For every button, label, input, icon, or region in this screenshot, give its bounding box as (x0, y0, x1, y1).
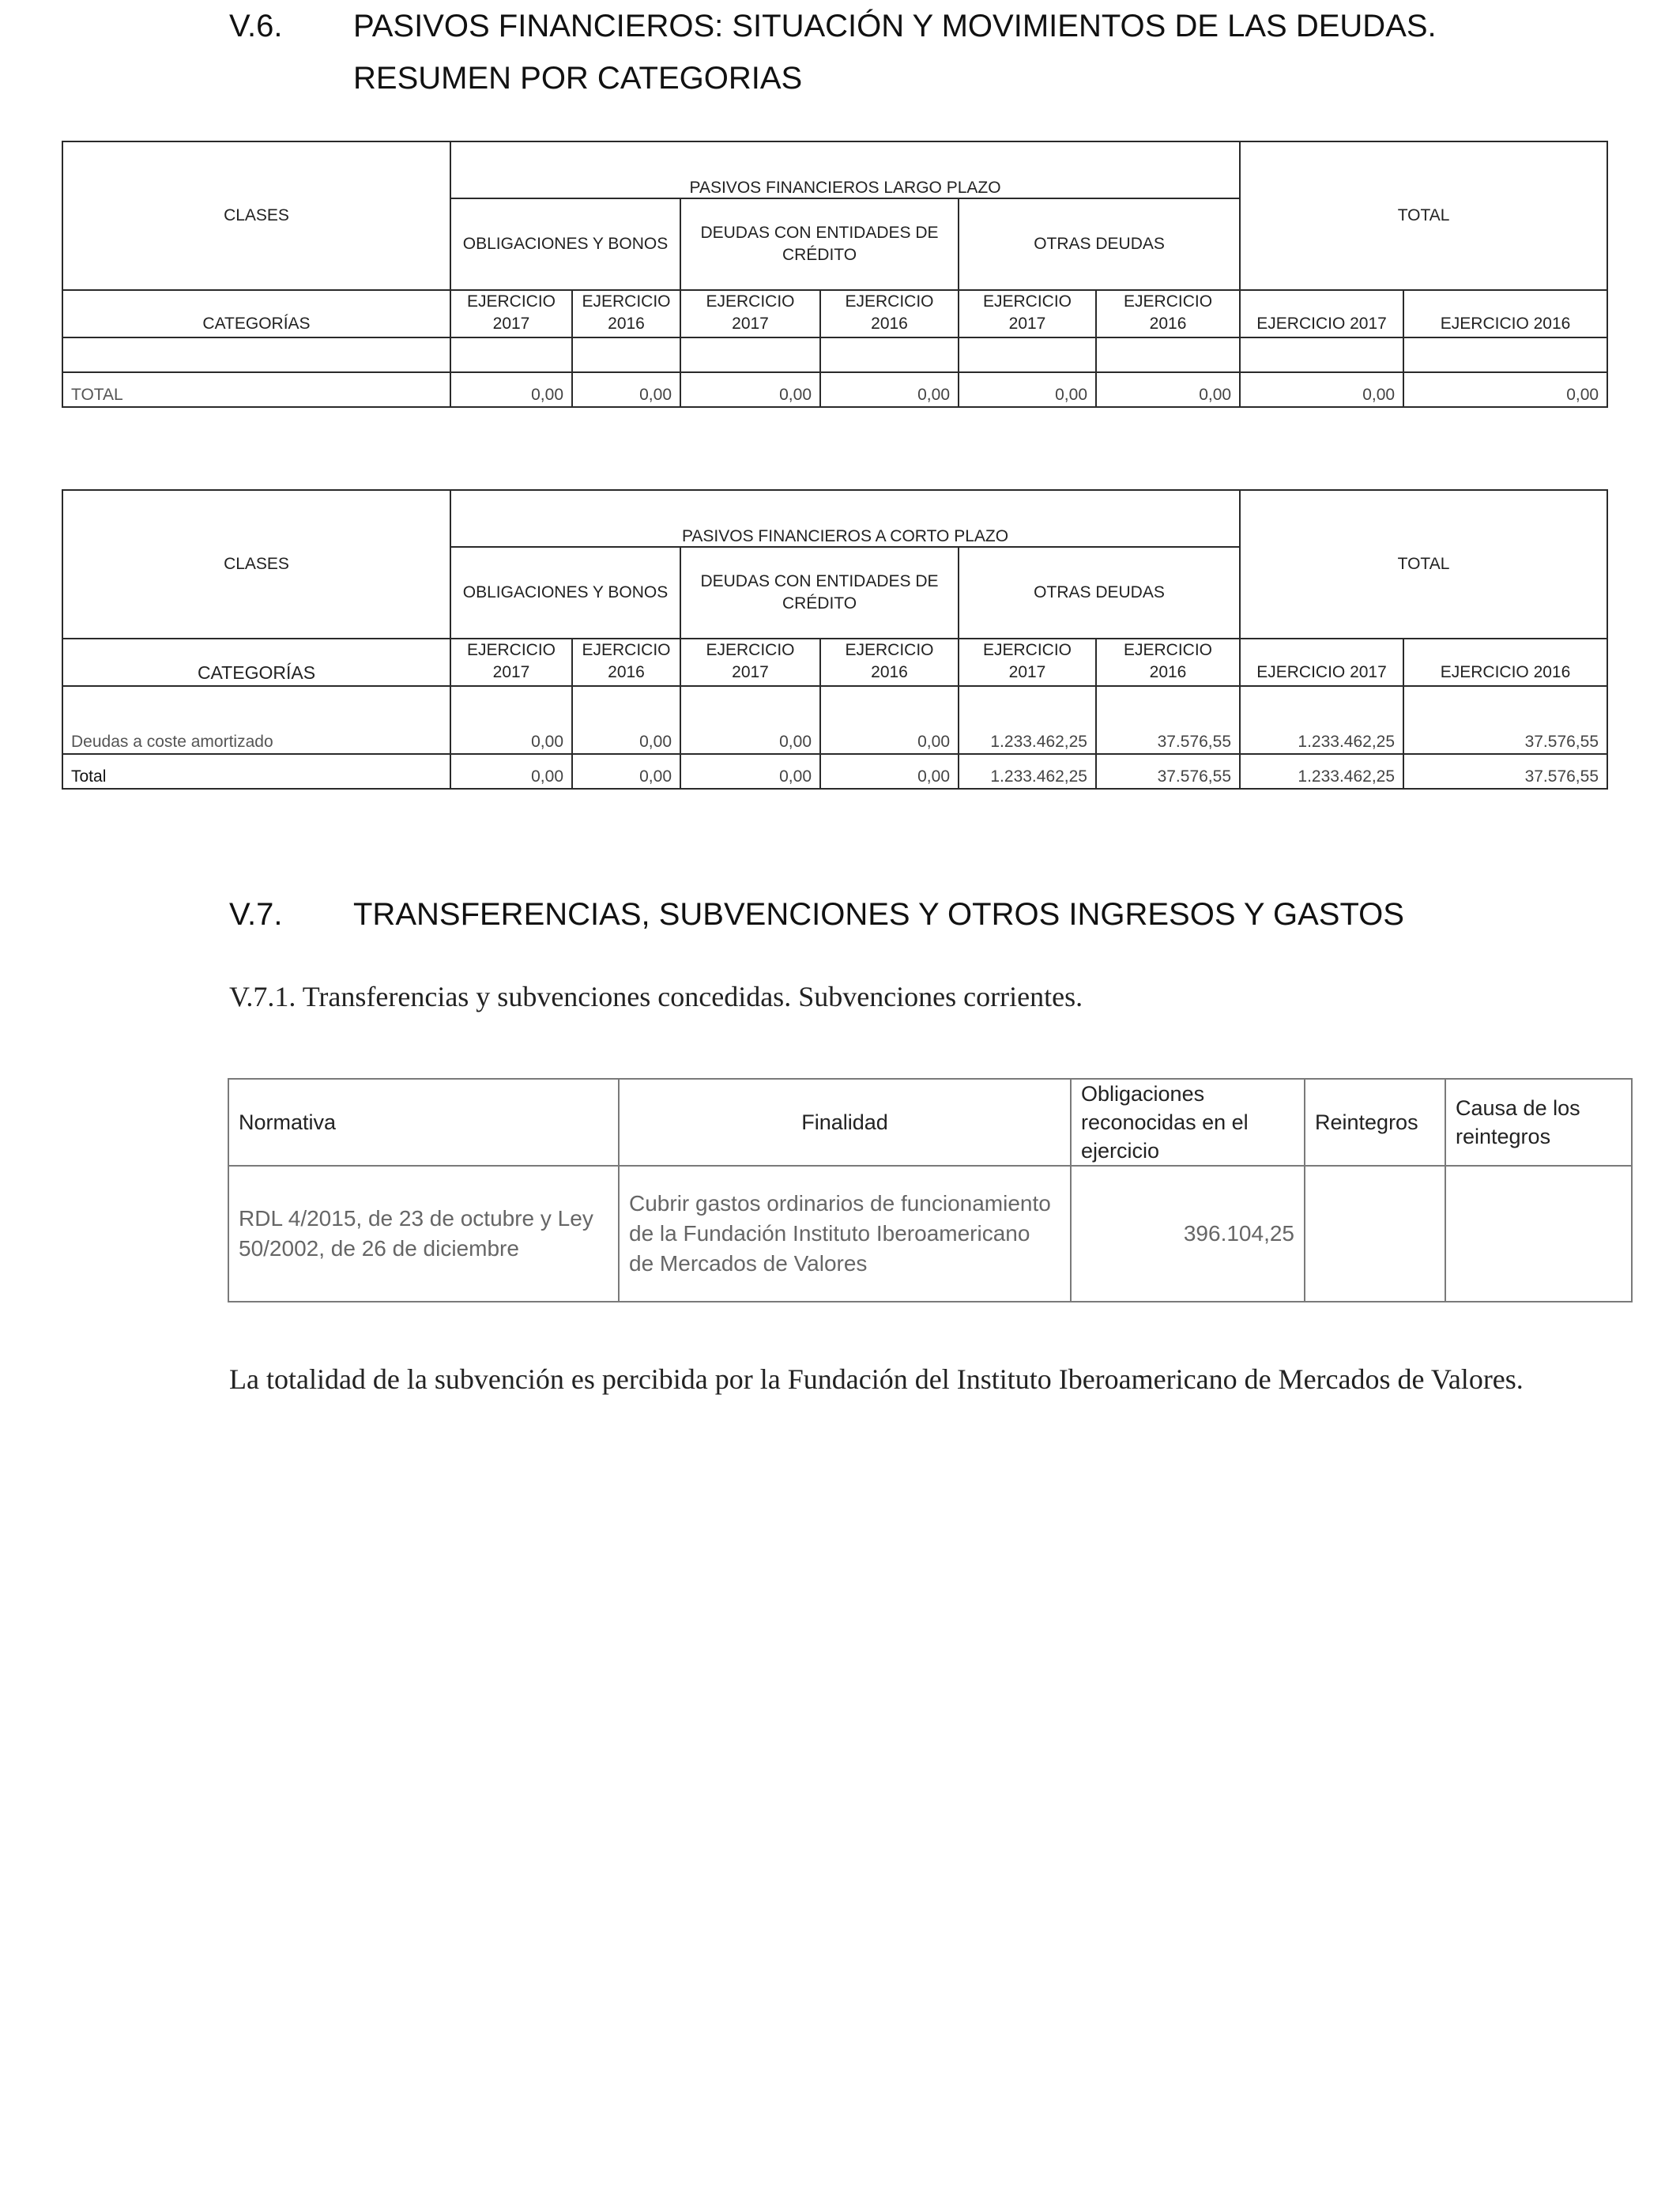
causa-header: Causa de los reintegros (1445, 1079, 1632, 1166)
year-label: 2017 (1008, 663, 1046, 681)
year-label: 2016 (1149, 663, 1187, 681)
ejercicio-2016-header: EJERCICIO 2016 (1403, 290, 1607, 337)
cell-value: 0,00 (1240, 372, 1403, 407)
cell-value: 1.233.462,25 (1240, 686, 1403, 754)
ejercicio-label: EJERCICIO (845, 292, 934, 311)
clases-header: CLASES (62, 490, 450, 639)
group-header: PASIVOS FINANCIEROS LARGO PLAZO (450, 141, 1240, 198)
cell-value: 0,00 (450, 372, 572, 407)
ejercicio-header (959, 290, 1096, 337)
table-row (62, 686, 1607, 754)
cell-value: 0,00 (820, 372, 959, 407)
ejercicio-label: EJERCICIO (706, 292, 795, 311)
cell-value: 0,00 (450, 754, 572, 789)
cell-value: 0,00 (820, 686, 959, 754)
ejercicio-2017-header: EJERCICIO 2017 (1240, 290, 1403, 337)
ejercicio-header (1096, 290, 1240, 337)
cell-value: 37.576,55 (1403, 754, 1607, 789)
causa-cell (1445, 1166, 1632, 1302)
ejercicio-label: EJERCICIO (582, 641, 671, 659)
total-header: TOTAL (1240, 490, 1607, 639)
ejercicio-label: EJERCICIO (706, 641, 795, 659)
cell-value: 0,00 (572, 686, 680, 754)
empty-row (62, 337, 1607, 372)
normativa-header: Normativa (228, 1079, 619, 1166)
cell-value: 0,00 (572, 372, 680, 407)
ejercicio-label: EJERCICIO (582, 292, 671, 311)
obligaciones-cell: 396.104,25 (1071, 1166, 1305, 1302)
reintegros-cell (1305, 1166, 1445, 1302)
section-7-title: TRANSFERENCIAS, SUBVENCIONES Y OTROS INGRESOS Y GASTOS (353, 897, 1404, 932)
ejercicio-header (1096, 639, 1240, 686)
ejercicio-label: EJERCICIO (466, 641, 556, 659)
ejercicio-header (959, 639, 1096, 686)
cell-value: 37.576,55 (1096, 686, 1240, 754)
section-6-heading (229, 0, 1604, 111)
year-label: 2016 (608, 315, 645, 333)
section-7-subtitle: V.7.1. Transferencias y subvenciones concedidas. Subvenciones corrientes. (229, 981, 1083, 1012)
section-6-number: V.6. (229, 9, 283, 43)
pasivos-corto-plazo-table (62, 489, 1608, 790)
cell-value: 1.233.462,25 (959, 754, 1096, 789)
row-label: TOTAL (62, 372, 450, 407)
cell-value: 0,00 (680, 686, 820, 754)
year-label: 2016 (1149, 315, 1187, 333)
ejercicio-label: EJERCICIO (1124, 641, 1213, 659)
ejercicio-label: EJERCICIO (982, 641, 1072, 659)
otras-deudas-header: OTRAS DEUDAS (959, 198, 1240, 290)
obligaciones-header: Obligaciones reconocidas en el ejercicio (1071, 1079, 1305, 1166)
deudas-entidades-header: DEUDAS CON ENTIDADES DE CRÉDITO (680, 198, 959, 290)
cell-value: 1.233.462,25 (1240, 754, 1403, 789)
year-label: 2016 (871, 663, 908, 681)
cell-value: 37.576,55 (1403, 686, 1607, 754)
obligaciones-header: OBLIGACIONES Y BONOS (450, 198, 680, 290)
year-label: 2016 (871, 315, 908, 333)
year-label: 2017 (732, 315, 769, 333)
ejercicio-header (680, 290, 820, 337)
ejercicio-header (572, 290, 680, 337)
year-label: 2017 (492, 663, 530, 681)
table-row (62, 372, 1607, 407)
ejercicio-2016-header: EJERCICIO 2016 (1403, 639, 1607, 686)
group-header: PASIVOS FINANCIEROS A CORTO PLAZO (450, 490, 1240, 547)
ejercicio-header (450, 639, 572, 686)
finalidad-cell: Cubrir gastos ordinarios de funcionamiento de la Fundación Instituto Iberoamericano de Mercados de Valores (619, 1166, 1071, 1302)
otras-deudas-header: OTRAS DEUDAS (959, 547, 1240, 639)
cell-value: 0,00 (680, 754, 820, 789)
ejercicio-label: EJERCICIO (845, 641, 934, 659)
total-header: TOTAL (1240, 141, 1607, 290)
year-label: 2017 (1008, 315, 1046, 333)
year-label: 2017 (732, 663, 769, 681)
row-label: Total (62, 754, 450, 789)
cell-value: 0,00 (572, 754, 680, 789)
obligaciones-header: OBLIGACIONES Y BONOS (450, 547, 680, 639)
row-label: Deudas a coste amortizado (62, 686, 450, 754)
normativa-cell: RDL 4/2015, de 23 de octubre y Ley 50/2002, de 26 de diciembre (228, 1166, 619, 1302)
ejercicio-label: EJERCICIO (1124, 292, 1213, 311)
ejercicio-header (680, 639, 820, 686)
categorias-header: CATEGORÍAS (62, 290, 450, 337)
categorias-header: CATEGORÍAS (62, 639, 450, 686)
ejercicio-label: EJERCICIO (982, 292, 1072, 311)
ejercicio-label: EJERCICIO (466, 292, 556, 311)
cell-value: 0,00 (959, 372, 1096, 407)
cell-value: 0,00 (1403, 372, 1607, 407)
year-label: 2016 (608, 663, 645, 681)
finalidad-header: Finalidad (619, 1079, 1071, 1166)
section-7-number: V.7. (229, 897, 283, 932)
cell-value: 0,00 (450, 686, 572, 754)
ejercicio-header (820, 290, 959, 337)
body-paragraph: La totalidad de la subvención es percibida por la Fundación del Instituto Iberoamericano de Mercados de Valores. (229, 1363, 1524, 1395)
ejercicio-header (572, 639, 680, 686)
section-6-title: PASIVOS FINANCIEROS: SITUACIÓN Y MOVIMIENTOS DE LAS DEUDAS. RESUMEN POR CATEGORIAS (353, 9, 1437, 96)
cell-value: 0,00 (1096, 372, 1240, 407)
ejercicio-header (820, 639, 959, 686)
cell-value: 37.576,55 (1096, 754, 1240, 789)
clases-header: CLASES (62, 141, 450, 290)
deudas-entidades-header: DEUDAS CON ENTIDADES DE CRÉDITO (680, 547, 959, 639)
total-row (62, 754, 1607, 789)
section-7-heading (229, 888, 1604, 944)
ejercicio-header (450, 290, 572, 337)
cell-value: 0,00 (680, 372, 820, 407)
table-row (228, 1166, 1632, 1302)
ejercicio-2017-header: EJERCICIO 2017 (1240, 639, 1403, 686)
subvenciones-table (228, 1078, 1633, 1302)
pasivos-largo-plazo-table (62, 141, 1608, 408)
year-label: 2017 (492, 315, 530, 333)
cell-value: 1.233.462,25 (959, 686, 1096, 754)
cell-value: 0,00 (820, 754, 959, 789)
reintegros-header: Reintegros (1305, 1079, 1445, 1166)
